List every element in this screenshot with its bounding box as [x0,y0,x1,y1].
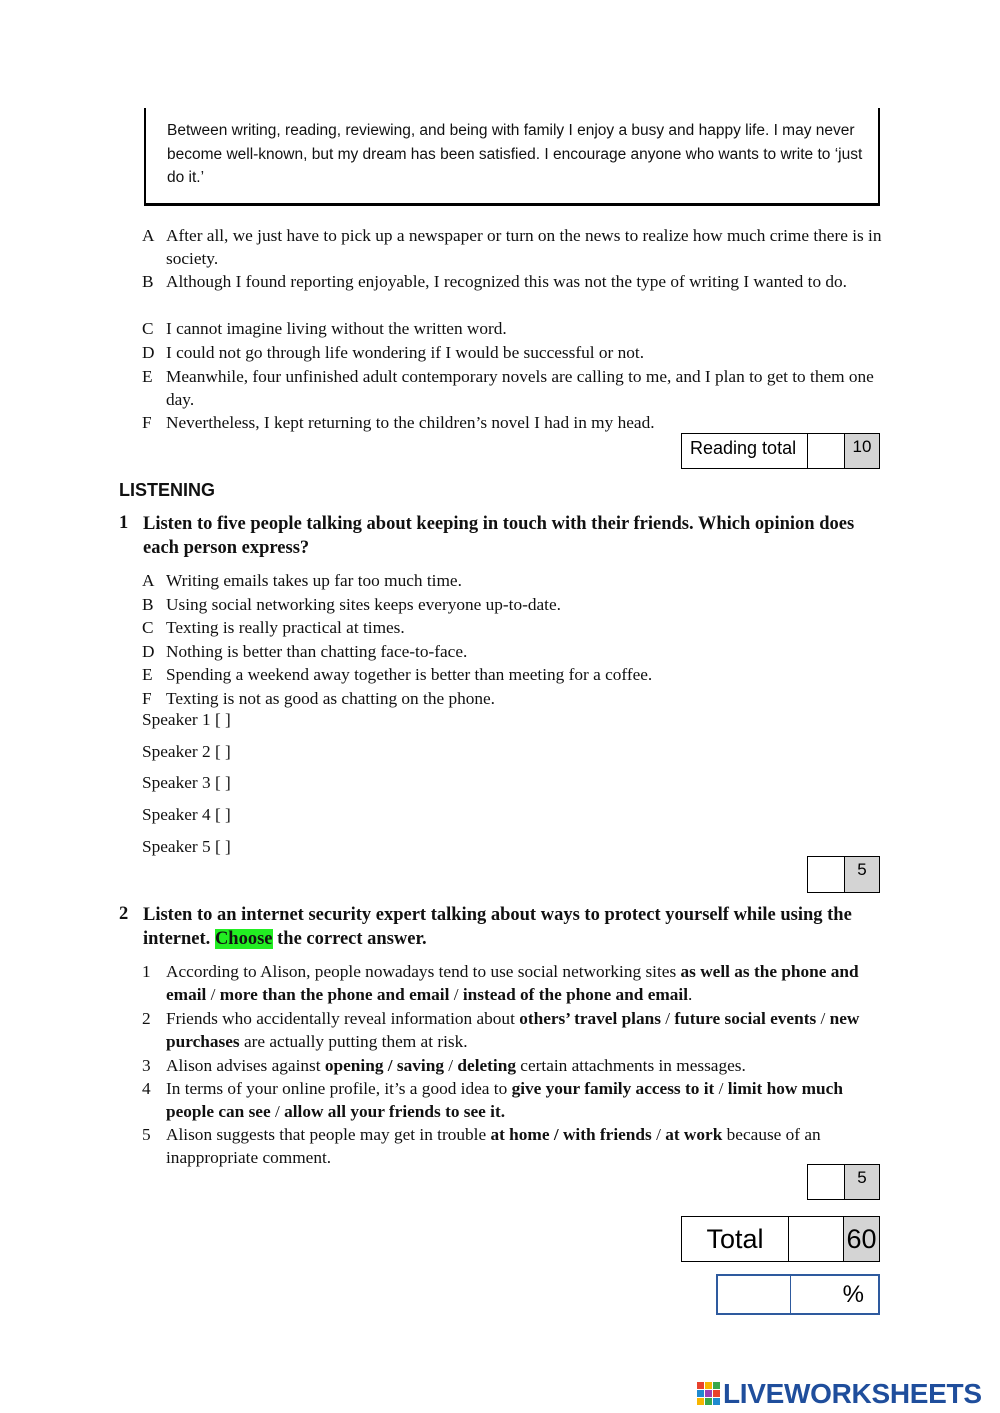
item-text-run: / [443,1056,458,1075]
reading-option [142,341,882,364]
item-number: 2 [142,1009,151,1028]
total-score-input[interactable] [789,1217,844,1261]
option-letter: D [142,642,155,661]
total-box [681,1216,880,1262]
listening-option [142,687,882,710]
highlighted-word: Choose [214,928,273,949]
total-max: 60 [844,1217,879,1261]
item-text-run: / [816,1009,830,1028]
option-letter: D [142,343,155,362]
q1-score-max: 5 [845,857,879,892]
option-text: Texting is not as good as chatting on the phone. [166,689,496,708]
item-text-run: Alison advises against [166,1056,325,1075]
item-text-run: certain attachments in messages. [515,1056,746,1075]
option-text: Spending a weekend away together is better than meeting for a coffee. [166,665,653,684]
item-number: 1 [142,962,151,981]
item-text-run: In terms of your online profile, it’s a good idea to [166,1079,512,1098]
percent-box [716,1274,880,1315]
question-number: 2 [119,904,129,924]
listening-option [142,663,882,686]
total-label: Total [682,1217,789,1261]
answer-choice[interactable]: allow all your friends to see it. [284,1102,506,1121]
item-text-run: . [688,985,693,1004]
option-letter: E [142,367,153,386]
answer-choice[interactable]: new purchases [166,1009,860,1051]
item-number: 4 [142,1079,151,1098]
item-text-run: / [714,1079,728,1098]
option-letter: B [142,272,154,291]
option-letter: F [142,689,152,708]
listening-option [142,616,882,639]
option-text: Meanwhile, four unfinished adult contemporary novels are calling to me, and I plan to get to them one day. [166,367,874,409]
liveworksheets-logo [697,1378,982,1410]
option-letter: A [142,571,155,590]
reading-option [142,365,882,411]
speaker-2-answer[interactable]: Speaker 2 [ ] [142,742,231,761]
listening-option [142,593,882,616]
reading-option [142,224,882,270]
item-text [166,1007,882,1053]
item-text [166,1077,882,1123]
answer-choice[interactable]: others’ travel plans [519,1009,661,1028]
answer-choice[interactable]: at work [665,1125,723,1144]
option-text: I could not go through life wondering if I would be successful or not. [166,343,645,362]
answer-choice[interactable]: opening / saving [324,1056,444,1075]
option-text: Writing emails takes up far too much time. [166,571,462,590]
q2-score-max: 5 [845,1165,879,1199]
prompt-text: Listen to an internet security expert talking about ways to protect yourself while using the internet. [143,905,852,949]
prompt-text: the correct answer. [272,928,427,949]
item-text [166,960,882,1006]
q2-item-2 [142,1007,882,1053]
speaker-4-answer[interactable]: Speaker 4 [ ] [142,805,231,824]
item-text-run: / [270,1102,285,1121]
option-letter: C [142,618,154,637]
item-number: 5 [142,1125,151,1144]
reading-option [142,317,882,340]
q2-item-5 [142,1123,882,1169]
answer-choice[interactable]: at home / with friends [490,1125,652,1144]
question-prompt [143,904,883,951]
passage-text: Between writing, reading, reviewing, and being with family I enjoy a busy and happy life. I may never become well-known, but my dream has been satisfied. I encourage anyone who wants to write to ‘just do it.’ [167,122,863,187]
answer-choice[interactable]: limit how much people can see [166,1079,843,1121]
logo-text: LIVEWORKSHEETS [723,1378,982,1409]
option-text: Although I found reporting enjoyable, I recognized this was not the type of writing I wanted to do. [166,272,848,291]
question-prompt: Listen to five people talking about keeping in touch with their friends. Which opinion does each person express? [143,514,855,558]
section-heading: LISTENING [119,480,216,500]
option-letter: A [142,226,155,245]
reading-score-input[interactable] [808,434,845,468]
answer-choice[interactable]: more than the phone and email [219,985,450,1004]
answer-choice[interactable]: as well as the phone and email [166,962,859,1004]
item-text-run: Alison suggests that people may get in trouble [166,1125,491,1144]
option-letter: B [142,595,154,614]
q2-item-1 [142,960,882,1006]
percent-input[interactable] [718,1276,791,1313]
passage-box [144,108,880,206]
q2-item-4 [142,1077,882,1123]
speaker-3-answer[interactable]: Speaker 3 [ ] [142,773,231,792]
reading-total-label: Reading total [682,434,808,468]
speaker-1-answer[interactable]: Speaker 1 [ ] [142,710,231,729]
option-text: After all, we just have to pick up a newspaper or turn on the news to realize how much crime there is in society. [166,226,882,268]
item-number: 3 [142,1056,151,1075]
q1-score-input[interactable] [808,857,845,892]
answer-choice[interactable]: give your family access to it [511,1079,715,1098]
reading-option [142,270,882,293]
option-letter: E [142,665,153,684]
q2-score-input[interactable] [808,1165,845,1199]
q2-item-3 [142,1054,882,1077]
item-text [166,1123,882,1169]
answer-choice[interactable]: deleting [457,1056,516,1075]
item-text-run: / [206,985,220,1004]
item-text-run: Friends who accidentally reveal information about [166,1009,520,1028]
answer-choice[interactable]: instead of the phone and email [462,985,689,1004]
option-letter: C [142,319,154,338]
item-text-run: / [449,985,463,1004]
item-text [166,1054,882,1077]
listening-option [142,569,882,592]
speaker-5-answer[interactable]: Speaker 5 [ ] [142,837,231,856]
item-text-run: According to Alison, people nowadays tend to use social networking sites [166,962,681,981]
reading-option [142,411,882,434]
logo-mark-icon [697,1382,721,1406]
option-text: I cannot imagine living without the written word. [166,319,507,338]
reading-total-max: 10 [845,434,879,468]
option-letter: F [142,413,152,432]
item-text-run: / [651,1125,666,1144]
item-text-run: / [660,1009,675,1028]
option-text: Nevertheless, I kept returning to the children’s novel I had in my head. [166,413,655,432]
answer-choice[interactable]: future social events [674,1009,817,1028]
item-text-run: because of an inappropriate comment. [166,1125,821,1167]
q1-score-box [807,856,880,893]
listening-option [142,640,882,663]
option-text: Texting is really practical at times. [166,618,405,637]
option-text: Nothing is better than chatting face-to-face. [166,642,468,661]
item-text-run: are actually putting them at risk. [239,1032,468,1051]
percent-symbol: % [842,1281,864,1308]
reading-total-box [681,433,880,469]
question-number: 1 [119,513,129,533]
option-text: Using social networking sites keeps everyone up-to-date. [166,595,561,614]
q2-score-box [807,1164,880,1200]
